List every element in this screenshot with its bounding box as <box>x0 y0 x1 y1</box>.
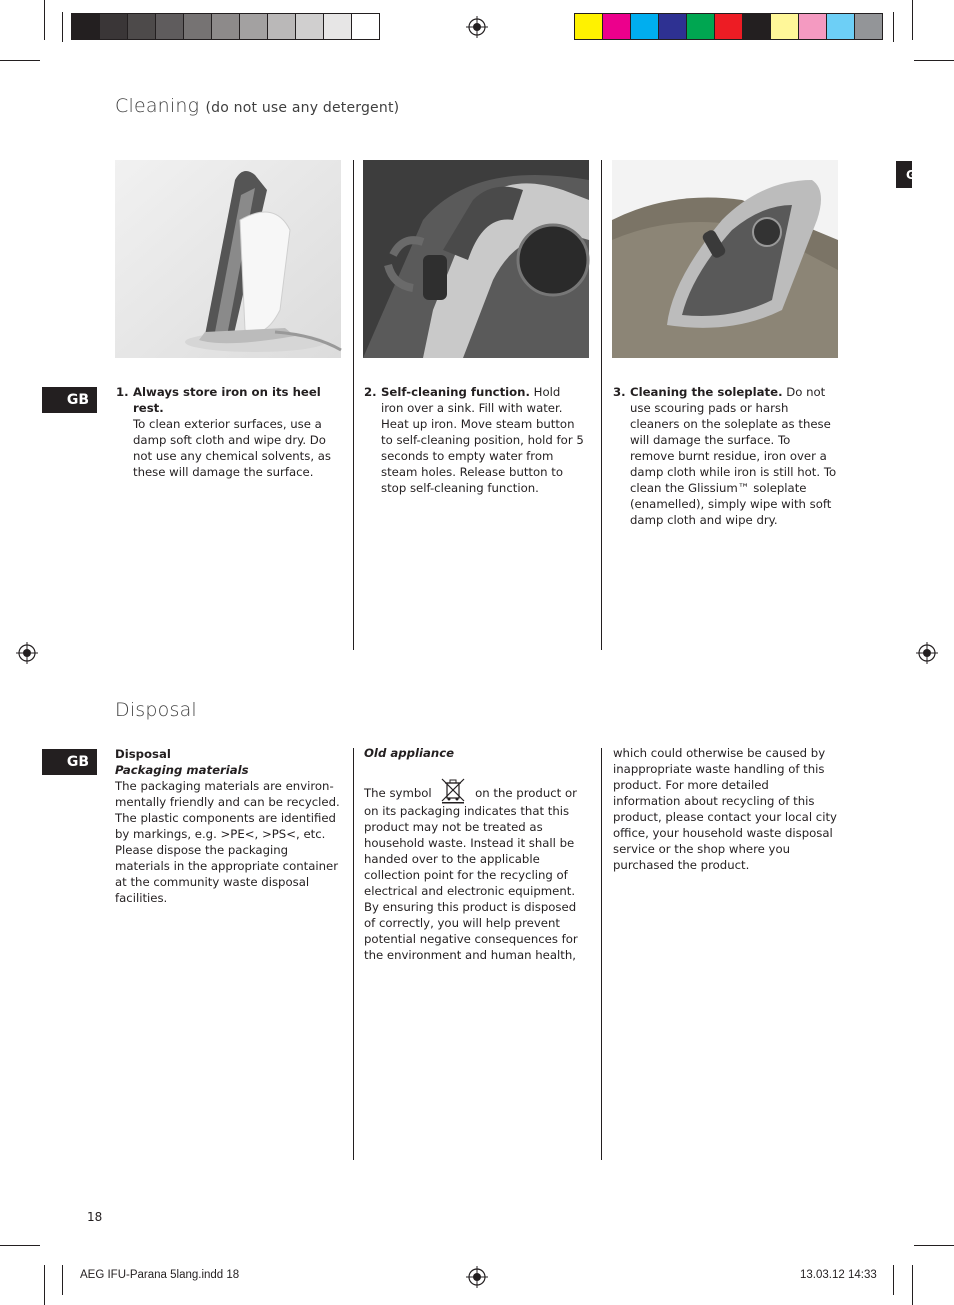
grey-swatch <box>296 14 324 39</box>
color-swatch <box>799 14 827 39</box>
crop-mark <box>912 1265 913 1305</box>
grey-swatch <box>268 14 296 39</box>
iron-soleplate-photo <box>612 160 838 358</box>
grey-swatch <box>352 14 379 39</box>
grey-scale-bar <box>71 13 380 40</box>
cleaning-step-2 <box>364 384 584 496</box>
crop-mark <box>44 1265 45 1305</box>
side-language-tab: G <box>896 161 912 188</box>
step-number: 3. <box>613 385 626 399</box>
registration-mark-icon <box>466 1266 488 1288</box>
crop-mark <box>0 1245 40 1246</box>
footer-datetime: 13.03.12 14:33 <box>800 1269 877 1281</box>
step-title: Always store iron on its heel rest. <box>133 385 321 415</box>
column-divider <box>601 748 602 1160</box>
footer-filename: AEG IFU-Parana 5lang.indd 18 <box>80 1269 240 1281</box>
grey-swatch <box>156 14 184 39</box>
crop-mark <box>62 1265 63 1295</box>
grey-swatch <box>212 14 240 39</box>
iron-heel-rest-photo <box>115 160 341 358</box>
grey-swatch <box>324 14 352 39</box>
crop-mark <box>914 60 954 61</box>
step-text: To clean exterior surfaces, use a damp soft cloth and wipe dry. Do not use any chemical solvents, as these will damage the surface. <box>133 417 332 479</box>
column-divider <box>353 160 354 650</box>
disposal-packaging-section <box>115 746 340 906</box>
step-text: Hold iron over a sink. Fill with water. Heat up iron. Move steam button to self-cleaning position, hold for 5 seconds to empty water from steam holes. Release button to stop self-cleaning function. <box>381 385 584 495</box>
color-calibration-bar <box>574 13 883 40</box>
grey-swatch <box>72 14 100 39</box>
crop-mark <box>914 1245 954 1246</box>
old-appliance-text: on the product or on its packaging indicates that this product may not be treated as household waste. Instead it shall be handed over to the applicable collection point for the recycling of electrical and electronic equipment. By ensuring this product is disposed of correctly, you will help prevent potential negative consequences for the environment and human health, <box>364 786 578 962</box>
column-divider <box>601 160 602 650</box>
packaging-materials-text: The packaging materials are environ-mentally friendly and can be recycled. The plastic components are identified by markings, e.g. >PE<, >PS<, etc. Please dispose the packaging materials in the appropriate container at the community waste disposal facilities. <box>115 779 340 905</box>
crop-mark <box>893 12 894 42</box>
registration-mark-icon <box>466 16 488 38</box>
color-swatch <box>603 14 631 39</box>
color-swatch <box>715 14 743 39</box>
old-appliance-text-start: The symbol <box>364 786 432 800</box>
disposal-old-appliance-section <box>364 745 590 963</box>
packaging-materials-heading: Packaging materials <box>115 763 249 777</box>
weee-crossed-bin-icon <box>439 777 467 803</box>
step-title: Self-cleaning function. <box>381 385 530 399</box>
crop-mark <box>0 60 40 61</box>
disposal-subheading: Disposal <box>115 747 171 761</box>
color-swatch <box>855 14 882 39</box>
registration-mark-icon <box>916 642 938 664</box>
cleaning-subtitle: (do not use any detergent) <box>205 100 400 116</box>
step-text: Do not use scouring pads or harsh cleaners on the soleplate as these will damage the surface. To remove burnt residue, iron over a damp cloth while iron is still hot. To clean the Glissium™ soleplate (enamelled), simply wipe with soft damp cloth and wipe dry. <box>630 385 837 527</box>
cleaning-heading <box>115 95 399 117</box>
step-title: Cleaning the soleplate. <box>630 385 783 399</box>
iron-self-cleaning-photo <box>363 160 589 358</box>
cleaning-step-1 <box>116 384 338 480</box>
grey-swatch <box>128 14 156 39</box>
column-divider <box>353 748 354 1160</box>
step-number: 1. <box>116 385 129 399</box>
crop-mark <box>62 12 63 42</box>
color-swatch <box>575 14 603 39</box>
old-appliance-heading: Old appliance <box>364 746 455 760</box>
registration-mark-icon <box>16 642 38 664</box>
color-swatch <box>687 14 715 39</box>
grey-swatch <box>100 14 128 39</box>
grey-swatch <box>184 14 212 39</box>
crop-mark <box>893 1265 894 1295</box>
color-swatch <box>631 14 659 39</box>
cleaning-step-3 <box>613 384 838 528</box>
color-swatch <box>827 14 855 39</box>
language-tab-gb: GB <box>42 387 97 413</box>
step-number: 2. <box>364 385 377 399</box>
color-swatch <box>659 14 687 39</box>
color-swatch <box>743 14 771 39</box>
cleaning-title: Cleaning <box>115 95 200 117</box>
page-number: 18 <box>87 1210 103 1224</box>
crop-mark <box>44 0 45 40</box>
language-tab-gb: GB <box>42 749 97 775</box>
color-swatch <box>771 14 799 39</box>
disposal-heading: Disposal <box>115 699 197 721</box>
grey-swatch <box>240 14 268 39</box>
crop-mark <box>912 0 913 40</box>
disposal-continued-text: which could otherwise be caused by inappropriate waste handling of this product. For more detailed information about recycling of this product, please contact your local city office, your household waste disposal service or the shop where you purchased the product. <box>613 746 837 872</box>
